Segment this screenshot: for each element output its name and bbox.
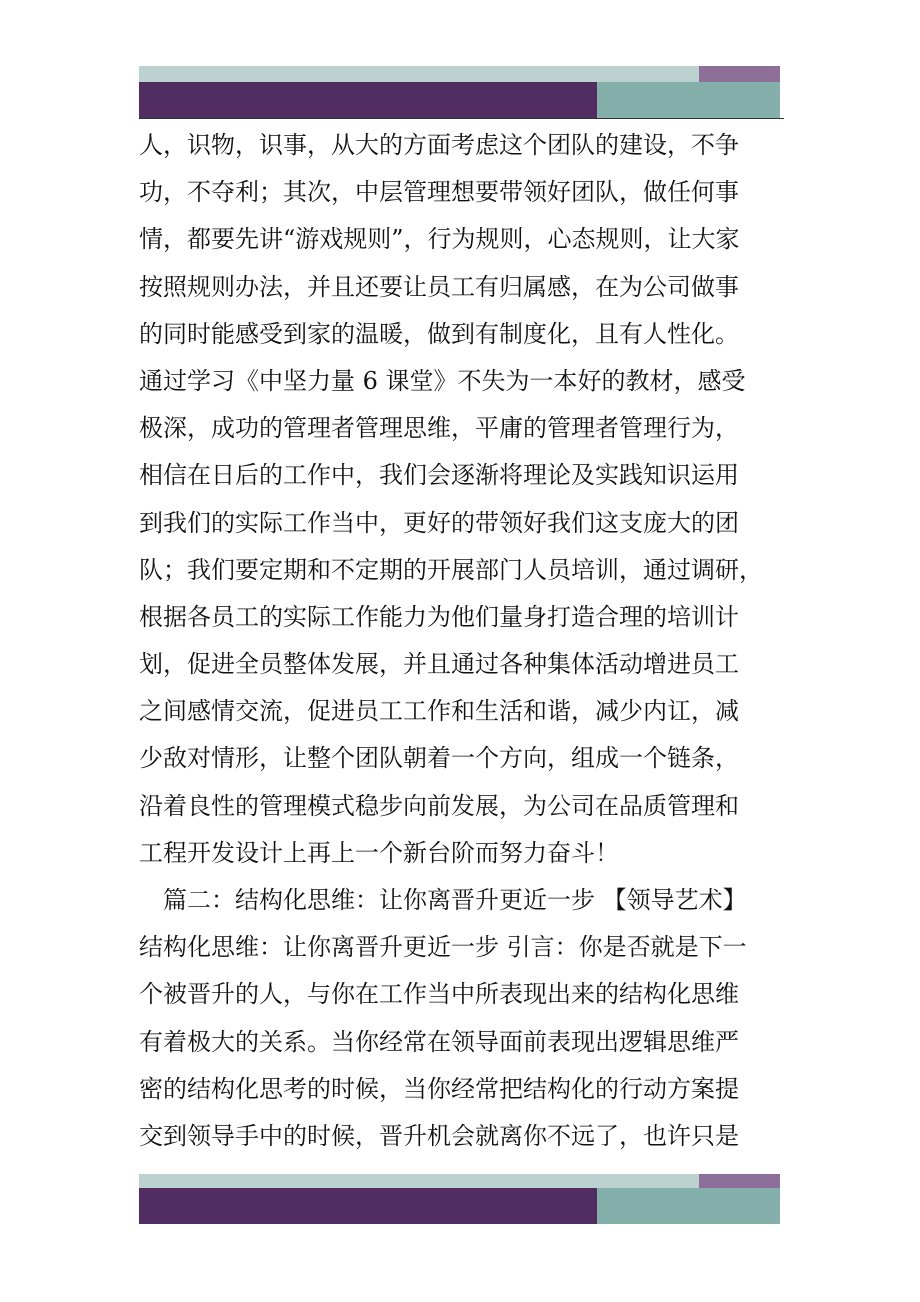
section-heading-line: 篇二：结构化思维：让你离晋升更近一步 【领导艺术】 (163, 886, 747, 914)
text-line: 到我们的实际工作当中，更好的带领好我们这支庞大的团 (139, 508, 739, 537)
text-line: 少敌对情形，让整个团队朝着一个方向，组成一个链条， (139, 744, 739, 773)
text-line: 划，促进全员整体发展，并且通过各种集体活动增进员工 (139, 650, 739, 679)
footer-band-accent (699, 1174, 780, 1188)
text-line: 交到领导手中的时候，晋升机会就离你不远了，也许只是 (139, 1121, 739, 1150)
text-line: 工程开发设计上再上一个新台阶而努力奋斗！ (139, 838, 619, 867)
text-line: 情，都要先讲“游戏规则”，行为规则，心态规则，让大家 (139, 225, 740, 254)
text-line: 按照规则办法，并且还要让员工有归属感，在为公司做事 (139, 272, 739, 301)
text-line: 的同时能感受到家的温暖，做到有制度化，且有人性化。 (139, 319, 739, 348)
text-line: 人，识物，识事，从大的方面考虑这个团队的建设，不争 (139, 131, 739, 159)
text-line: 队；我们要定期和不定期的开展部门人员培训，通过调研， (139, 555, 763, 584)
header-rule (139, 118, 784, 119)
text-line: 功，不夺利；其次，中层管理想要带领好团队，做任何事 (139, 178, 739, 207)
text-line: 之间感情交流，促进员工工作和生活和谐，减少内讧，减 (139, 697, 739, 726)
text-line: 相信在日后的工作中，我们会逐渐将理论及实践知识运用 (139, 461, 739, 490)
text-line: 根据各员工的实际工作能力为他们量身打造合理的培训计 (139, 602, 739, 631)
header-band-light (139, 66, 699, 82)
header-band-teal (597, 82, 780, 118)
footer-band-teal (597, 1188, 780, 1224)
header-band-accent (699, 66, 780, 82)
text-line: 密的结构化思考的时候，当你经常把结构化的行动方案提 (139, 1074, 739, 1103)
text-line: 个被晋升的人，与你在工作当中所表现出来的结构化思维 (139, 980, 739, 1009)
text-line: 结构化思维：让你离晋升更近一步 引言：你是否就是下一 (139, 933, 747, 962)
text-line: 极深，成功的管理者管理思维，平庸的管理者管理行为， (139, 414, 739, 443)
text-line: 通过学习《中坚力量 6 课堂》不失为一本好的教材，感受 (139, 366, 746, 395)
footer-band-purple (139, 1188, 597, 1224)
header-band-purple (139, 82, 597, 118)
footer-band-light (139, 1174, 699, 1188)
text-line: 有着极大的关系。当你经常在领导面前表现出逻辑思维严 (139, 1027, 739, 1056)
document-body (139, 122, 799, 1160)
text-line: 沿着良性的管理模式稳步向前发展，为公司在品质管理和 (139, 791, 739, 820)
